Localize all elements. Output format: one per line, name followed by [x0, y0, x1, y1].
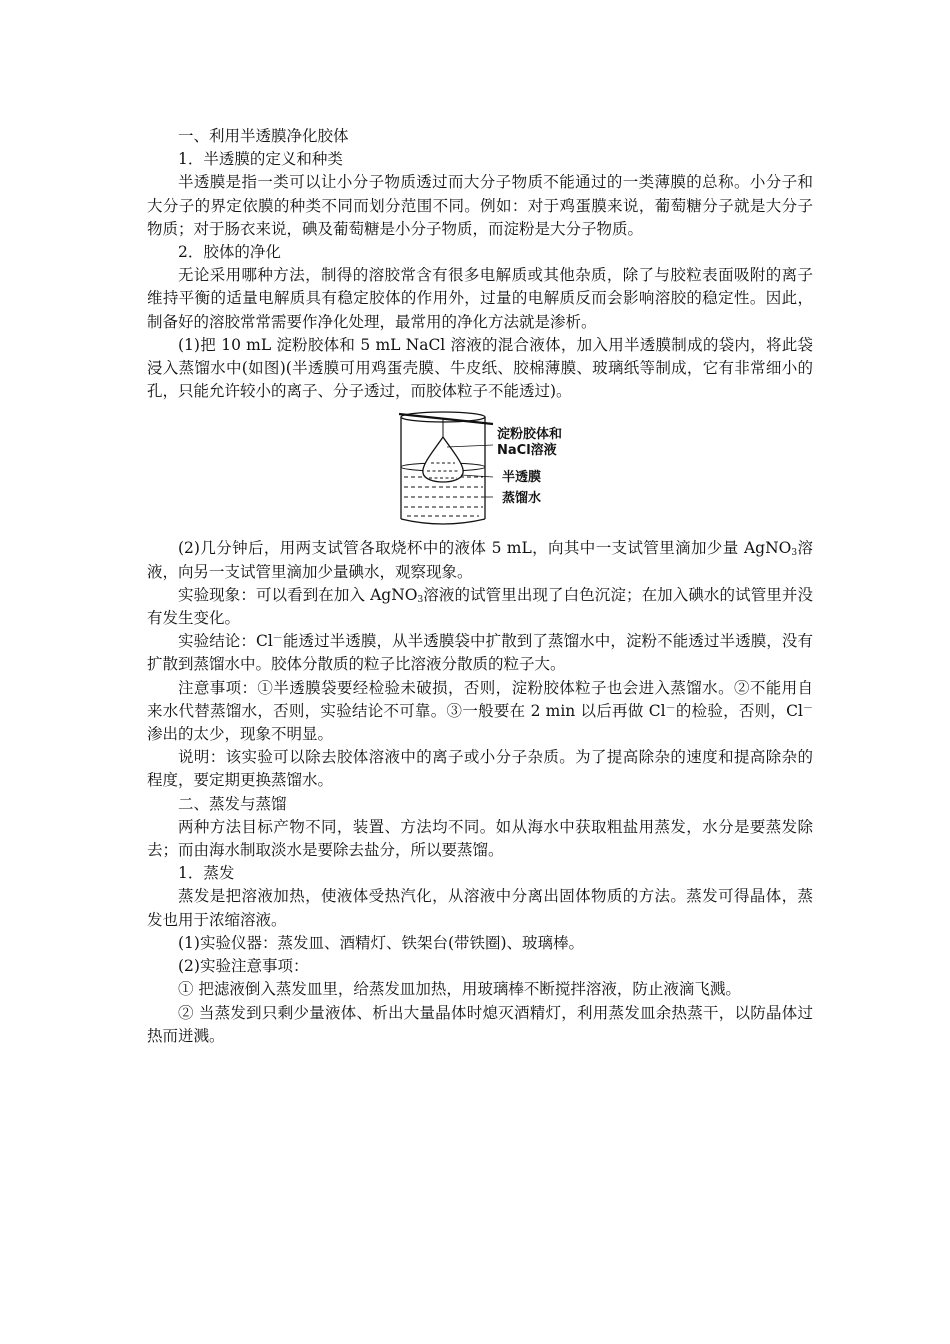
text: 的检验，否则，Cl — [675, 701, 803, 720]
paragraph-step-2 — [147, 537, 813, 583]
text: 实验现象：可以看到在加入 AgNO — [178, 585, 418, 604]
paragraph-instruments: (1)实验仪器：蒸发皿、酒精灯、铁架台(带铁圈)、玻璃棒。 — [178, 933, 585, 952]
dialysis-figure — [147, 405, 813, 533]
section-2-title: 二、蒸发与蒸馏 — [178, 794, 287, 813]
label-starch-colloid: 淀粉胶体和 — [497, 427, 563, 443]
paragraph-membrane-definition: 半透膜是指一类可以让小分子物质透过而大分子物质不能通过的一类薄膜的总称。小分子和大分子的界定依膜的种类不同而划分范围不同。例如：对于鸡蛋膜来说，葡萄糖分子就是大分子物质；对于肠衣来说，碘及葡萄糖是小分子物质，而淀粉是大分子物质。 — [147, 173, 813, 238]
label-distilled-water: 蒸馏水 — [502, 491, 542, 507]
paragraph-note: 说明：该实验可以除去胶体溶液中的离子或小分子杂质。为了提高除杂的速度和提高除杂的程度，要定期更换蒸馏水。 — [147, 748, 813, 790]
label-semipermeable-membrane: 半透膜 — [502, 470, 542, 486]
leader-mix — [447, 445, 493, 447]
beaker-bottom — [401, 519, 485, 524]
subsection-1-1-title: 1．半透膜的定义和种类 — [178, 150, 343, 169]
text: 溶液的试管里出现了白色沉淀；在加入碘水的试管里并没有发生变化。 — [147, 585, 813, 628]
text: 实验结论：Cl — [178, 632, 273, 651]
beaker-diagram — [395, 405, 495, 530]
label-nacl-solution: NaCl溶液 — [497, 443, 557, 459]
paragraph-precautions-title: (2)实验注意事项： — [178, 957, 309, 976]
paragraph-conclusion — [147, 630, 813, 676]
superscript: － — [803, 702, 813, 714]
subscript: 3 — [417, 594, 424, 605]
paragraph-precaution-1: ① 把滤液倒入蒸发皿里，给蒸发皿加热，用玻璃棒不断搅拌溶液，防止液滴飞溅。 — [178, 980, 741, 999]
text: 注意事项：①半透膜袋要经检验未破损，否则，淀粉胶体粒子也会进入蒸馏水。②不能用自来水代替蒸馏水，否则，实验结论不可靠。③一般要在 2 min 以后再做 Cl — [147, 678, 813, 720]
superscript: － — [272, 633, 283, 645]
paragraph-step-1: (1)把 10 mL 淀粉胶体和 5 mL NaCl 溶液的混合液体，加入用半透膜制成的袋内，将此袋浸入蒸馏水中(如图)(半透膜可用鸡蛋壳膜、牛皮纸、胶棉薄膜、玻璃纸等制成，它有非常细小的孔，只能允许较小的离子、分子透过，而胶体粒子不能透过)。 — [147, 335, 813, 401]
subsection-1-2-title: 2．胶体的净化 — [178, 243, 281, 262]
paragraph-phenomenon — [147, 584, 813, 630]
subsection-2-1-title: 1．蒸发 — [178, 864, 235, 883]
membrane-bag — [423, 437, 463, 482]
paragraph-evaporation-definition: 蒸发是把溶液加热，使液体受热汽化，从溶液中分离出固体物质的方法。蒸发可得晶体，蒸发也用于浓缩溶液。 — [147, 887, 813, 929]
distilled-water — [404, 477, 483, 516]
text: 能透过半透膜，从半透膜袋中扩散到了蒸馏水中，淀粉不能透过半透膜，没有扩散到蒸馏水中。胶体分散质的粒子比溶液分散质的粒子大。 — [147, 632, 813, 674]
section-1-title: 一、利用半透膜净化胶体 — [178, 127, 349, 145]
text: 溶液，向另一支试管里滴加少量碘水，观察现象。 — [147, 539, 813, 581]
text: 渗出的太少，现象不明显。 — [147, 725, 334, 744]
paragraph-precaution-2: ② 当蒸发到只剩少量液体、析出大量晶体时熄灭酒精灯，利用蒸发皿余热蒸干，以防晶体过热而迸溅。 — [147, 1003, 813, 1045]
paragraph-evaporation-vs-distillation: 两种方法目标产物不同，装置、方法均不同。如从海水中获取粗盐用蒸发，水分是要蒸发除去；而由海水制取淡水是要除去盐分，所以要蒸馏。 — [147, 817, 813, 860]
paragraph-precautions — [147, 677, 813, 747]
document-body — [147, 125, 813, 1048]
superscript: － — [665, 702, 676, 714]
paragraph-colloid-purification: 无论采用哪种方法，制得的溶胶常含有很多电解质或其他杂质，除了与胶粒表面吸附的离子维持平衡的适量电解质具有稳定胶体的作用外，过量的电解质反而会影响溶胶的稳定性。因此，制备好的溶胶常常需要作净化处理，最常用的净化方法就是渗析。 — [147, 266, 813, 331]
subscript: 3 — [791, 548, 798, 559]
text: (2)几分钟后，用两支试管各取烧杯中的液体 5 mL，向其中一支试管里滴加少量 AgNO — [178, 539, 792, 558]
